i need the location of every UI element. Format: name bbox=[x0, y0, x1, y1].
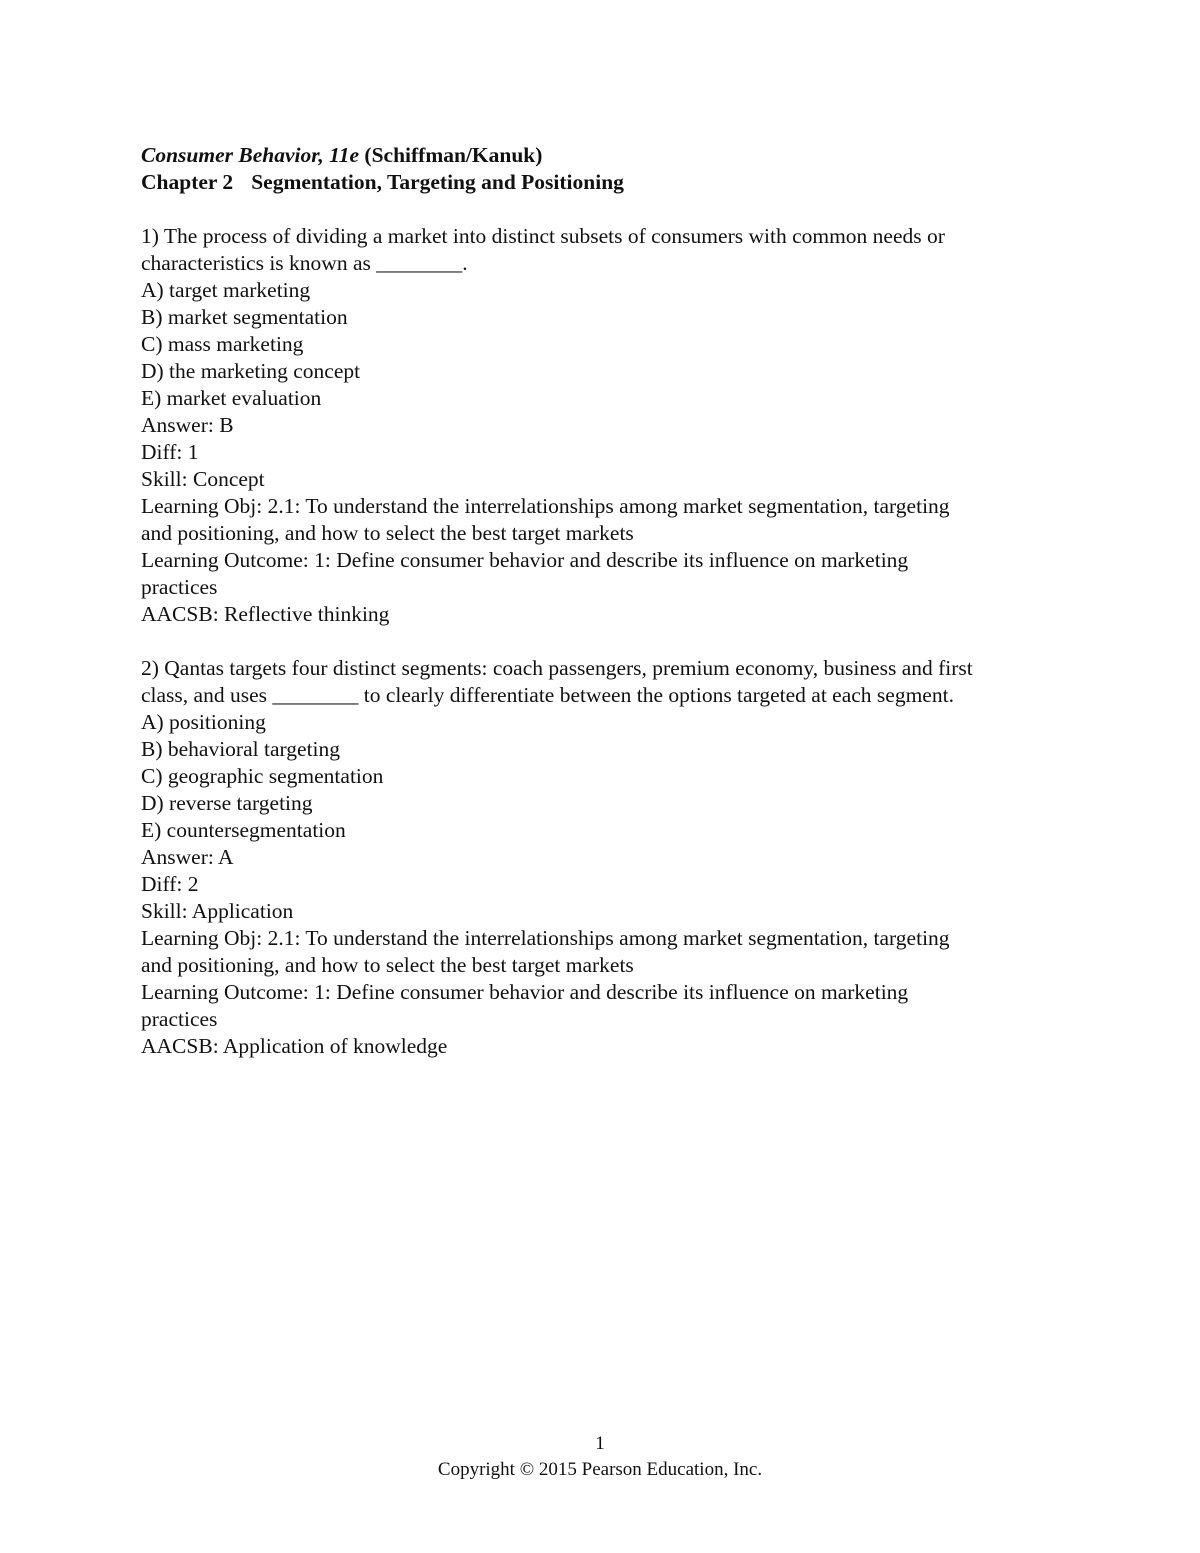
answer-option-e: E) countersegmentation bbox=[141, 818, 346, 842]
skill: Skill: Application bbox=[141, 899, 294, 923]
answer-option-c: C) geographic segmentation bbox=[141, 764, 384, 788]
learning-outcome: practices bbox=[141, 575, 218, 599]
aacsb: AACSB: Application of knowledge bbox=[141, 1034, 448, 1058]
learning-outcome: practices bbox=[141, 1007, 218, 1031]
question-stem: 1) The process of dividing a market into distinct subsets of consumers with common needs or bbox=[141, 224, 945, 248]
chapter-label: Chapter 2 bbox=[141, 170, 234, 194]
learning-outcome: Learning Outcome: 1: Define consumer behavior and describe its influence on marketing bbox=[141, 980, 909, 1004]
learning-outcome: Learning Outcome: 1: Define consumer behavior and describe its influence on marketing bbox=[141, 548, 909, 572]
chapter-heading bbox=[141, 169, 1071, 196]
book-title: Consumer Behavior, 11e bbox=[141, 143, 360, 167]
answer-key: Answer: A bbox=[141, 845, 234, 869]
learning-objective: and positioning, and how to select the best target markets bbox=[141, 953, 634, 977]
answer-option-d: D) the marketing concept bbox=[141, 359, 361, 383]
difficulty: Diff: 1 bbox=[141, 440, 199, 464]
question-1 bbox=[141, 223, 1071, 628]
chapter-title: Segmentation, Targeting and Positioning bbox=[251, 170, 624, 194]
learning-objective: Learning Obj: 2.1: To understand the interrelationships among market segmentation, targeting bbox=[141, 926, 950, 950]
book-authors: (Schiffman/Kanuk) bbox=[359, 143, 543, 167]
answer-option-c: C) mass marketing bbox=[141, 332, 304, 356]
answer-option-b: B) market segmentation bbox=[141, 305, 348, 329]
question-stem: 2) Qantas targets four distinct segments: coach passengers, premium economy, business and first bbox=[141, 656, 973, 680]
book-title-line bbox=[141, 142, 1071, 169]
answer-option-e: E) market evaluation bbox=[141, 386, 322, 410]
page-number: 1 bbox=[595, 1433, 605, 1454]
page-content bbox=[141, 142, 1071, 1060]
answer-option-b: B) behavioral targeting bbox=[141, 737, 341, 761]
skill: Skill: Concept bbox=[141, 467, 265, 491]
copyright-notice: Copyright © 2015 Pearson Education, Inc. bbox=[437, 1459, 763, 1480]
answer-key: Answer: B bbox=[141, 413, 234, 437]
learning-objective: Learning Obj: 2.1: To understand the interrelationships among market segmentation, targeting bbox=[141, 494, 950, 518]
spacer bbox=[141, 628, 1071, 655]
question-stem: class, and uses ________ to clearly differentiate between the options targeted at each segment. bbox=[141, 683, 954, 707]
answer-option-a: A) target marketing bbox=[141, 278, 311, 302]
question-2 bbox=[141, 655, 1071, 1060]
learning-objective: and positioning, and how to select the best target markets bbox=[141, 521, 634, 545]
aacsb: AACSB: Reflective thinking bbox=[141, 602, 390, 626]
answer-option-d: D) reverse targeting bbox=[141, 791, 313, 815]
spacer bbox=[141, 196, 1071, 223]
difficulty: Diff: 2 bbox=[141, 872, 199, 896]
question-stem: characteristics is known as ________. bbox=[141, 251, 468, 275]
answer-option-a: A) positioning bbox=[141, 710, 266, 734]
